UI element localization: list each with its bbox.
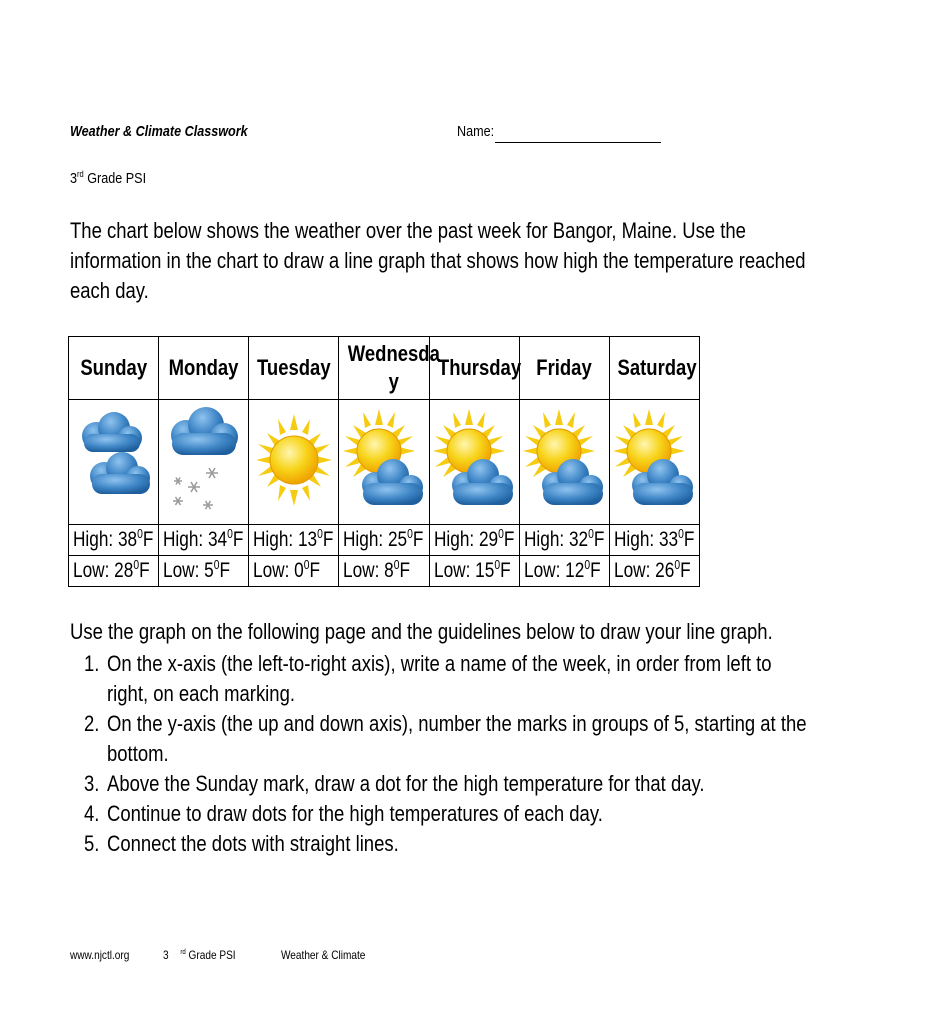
day-header: Wednesda y bbox=[339, 337, 429, 400]
weather-icon-cell bbox=[249, 400, 339, 525]
day-header: Tuesday bbox=[249, 337, 339, 400]
name-blank-line[interactable] bbox=[495, 142, 661, 143]
partly-cloudy-icon bbox=[521, 405, 607, 515]
weather-icon-cell bbox=[69, 400, 159, 525]
partly-cloudy-icon bbox=[341, 405, 427, 515]
day-header-row bbox=[69, 337, 700, 400]
low-temp-cell: Low: $0^0F$ bbox=[249, 556, 339, 587]
weather-icon-cell bbox=[609, 400, 699, 525]
instructions-title: Use the graph on the following page and the guidelines below to draw your line graph. bbox=[70, 619, 773, 644]
low-temp-cell: Low: $26^0F$ bbox=[609, 556, 699, 587]
grade-label: 3rd Grade PSI bbox=[70, 169, 147, 187]
high-temp-cell: High: $29^0F$ bbox=[429, 525, 519, 556]
day-header: Saturday bbox=[609, 337, 699, 400]
high-temp-cell: High: $34^0F$ bbox=[159, 525, 249, 556]
low-temp-cell: Low: $12^0F$ bbox=[519, 556, 609, 587]
low-temp-row bbox=[69, 556, 700, 587]
footer-topic: Weather & Climate bbox=[280, 948, 366, 962]
name-label: Name: bbox=[457, 123, 495, 140]
instruction-step: 1. On the x-axis (the left-to-right axis), write a name of the week, in order from left to right, on each marking. bbox=[84, 651, 772, 706]
day-header: Thursday bbox=[429, 337, 519, 400]
instruction-step: 3. Above the Sunday mark, draw a dot for the high temperature for that day. bbox=[84, 771, 705, 796]
low-temp-cell: Low: $28^0F$ bbox=[69, 556, 159, 587]
instruction-step: 5. Connect the dots with straight lines. bbox=[84, 831, 399, 856]
worksheet-title: Weather & Climate Classwork bbox=[70, 123, 248, 140]
high-temp-cell: High: $38^0F$ bbox=[69, 525, 159, 556]
weather-table bbox=[68, 336, 700, 587]
snow-cloud-icon bbox=[164, 405, 244, 515]
day-header: Friday bbox=[519, 337, 609, 400]
intro-paragraph: The chart below shows the weather over the past week for Bangor, Maine. Use the information in the chart to draw a line graph that shows how high the temperature reached each day. bbox=[70, 218, 806, 303]
day-header: Sunday bbox=[69, 337, 159, 400]
weather-icon-cell bbox=[519, 400, 609, 525]
high-temp-cell: High: $13^0F$ bbox=[249, 525, 339, 556]
high-temp-cell: High: $25^0F$ bbox=[339, 525, 429, 556]
weather-icon-cell bbox=[429, 400, 519, 525]
double-cloud-icon bbox=[74, 410, 154, 510]
weather-icon-cell bbox=[339, 400, 429, 525]
partly-cloudy-icon bbox=[611, 405, 697, 515]
low-temp-cell: Low: $15^0F$ bbox=[429, 556, 519, 587]
high-temp-cell: High: $33^0F$ bbox=[609, 525, 699, 556]
weather-icon-row bbox=[69, 400, 700, 525]
low-temp-cell: Low: $8^0F$ bbox=[339, 556, 429, 587]
weather-icon-cell bbox=[159, 400, 249, 525]
low-temp-cell: Low: $5^0F$ bbox=[159, 556, 249, 587]
footer-grade: 3 $^{rd}$ Grade PSI bbox=[162, 947, 236, 962]
day-header: Monday bbox=[159, 337, 249, 400]
high-temp-cell: High: $32^0F$ bbox=[519, 525, 609, 556]
instruction-step: 2. On the y-axis (the up and down axis), number the marks in groups of 5, starting at the bottom. bbox=[84, 711, 807, 766]
instruction-step: 4. Continue to draw dots for the high temperatures of each day. bbox=[84, 801, 603, 826]
sun-icon bbox=[254, 410, 334, 510]
page-footer bbox=[70, 948, 450, 962]
high-temp-row bbox=[69, 525, 700, 556]
footer-site: www.njctl.org bbox=[70, 948, 130, 962]
partly-cloudy-icon bbox=[431, 405, 517, 515]
instructions-list bbox=[70, 649, 807, 859]
